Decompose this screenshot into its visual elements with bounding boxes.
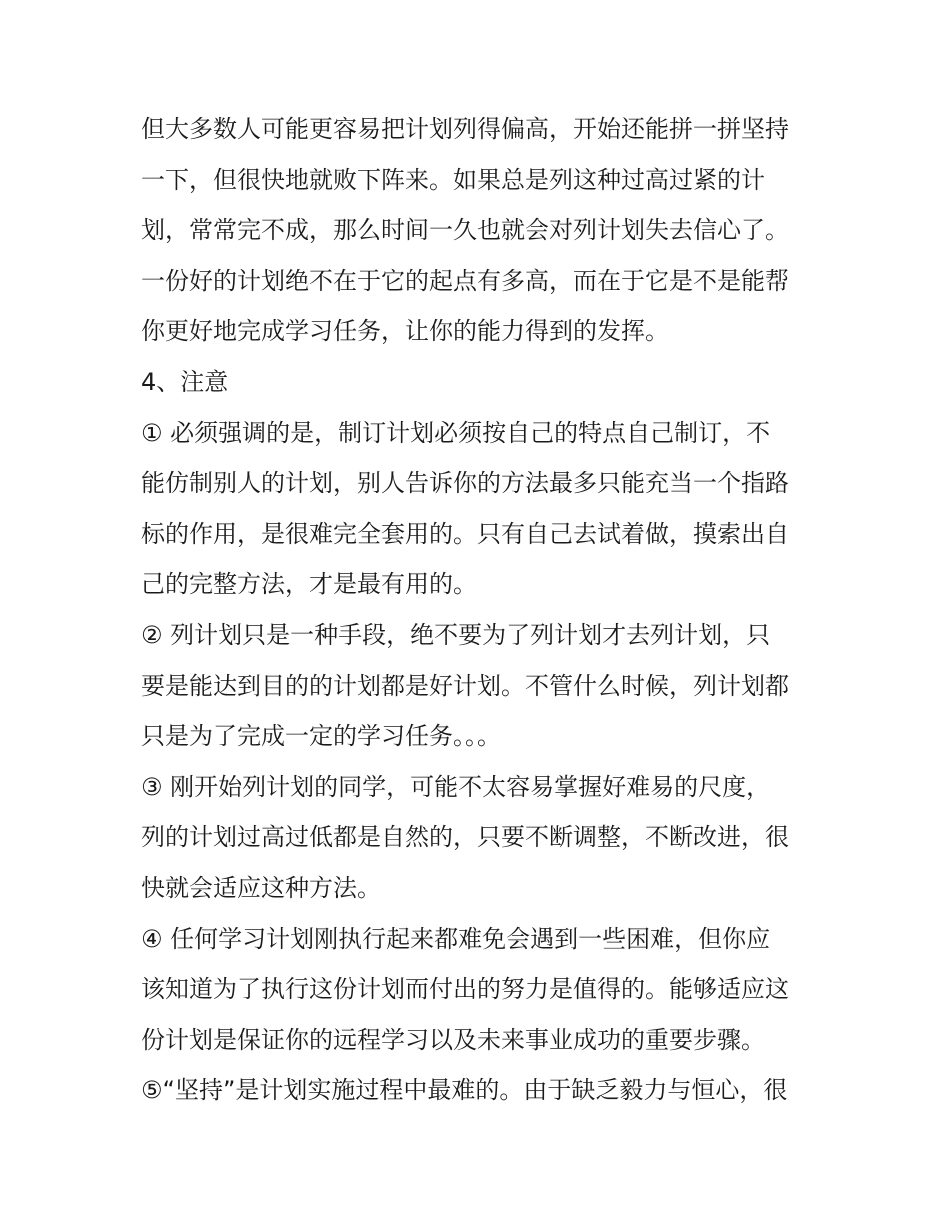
text-line: 你更好地完成学习任务，让你的能力得到的发挥。 [141,317,669,346]
text-line: 一下，但很快地就败下阵来。如果总是列这种过高过紧的计 [141,165,765,194]
text-line: ⑤“坚持”是计划实施过程中最难的。由于缺乏毅力与恒心，很 [141,1076,788,1105]
text-line: ③ 刚开始列计划的同学，可能不太容易掌握好难易的尺度， [141,772,771,801]
text-line: 该知道为了执行这份计划而付出的努力是值得的。能够适应这 [141,975,789,1004]
text-line: 划，常常完不成，那么时间一久也就会对列计划失去信心了。 [141,216,789,245]
text-line: 标的作用，是很难完全套用的。只有自己去试着做，摸索出自 [141,519,789,548]
text-line: 份计划是保证你的远程学习以及未来事业成功的重要步骤。 [141,1025,765,1054]
text-line: ① 必须强调的是，制订计划必须按自己的特点自己制订，不 [141,418,771,447]
text-line: 列的计划过高过低都是自然的，只要不断调整，不断改进，很 [141,823,789,852]
body-text [141,104,821,1116]
text-line: 己的完整方法，才是最有用的。 [141,570,477,599]
text-line: 但大多数人可能更容易把计划列得偏高，开始还能拼一拼坚持 [141,115,789,143]
text-line: ④ 任何学习计划刚执行起来都难免会遇到一些困难，但你应 [141,924,771,953]
text-line: 要是能达到目的的计划都是好计划。不管什么时候，列计划都 [141,671,789,700]
section-heading: 4、注意 [141,367,229,396]
text-line: ② 列计划只是一种手段，绝不要为了列计划才去列计划，只 [141,620,771,649]
text-line: 能仿制别人的计划，别人告诉你的方法最多只能充当一个指路 [141,469,789,498]
text-line: 只是为了完成一定的学习任务。。。 [141,722,501,751]
text-line: 一份好的计划绝不在于它的起点有多高，而在于它是不是能帮 [141,266,789,295]
text-line: 快就会适应这种方法。 [141,873,381,902]
